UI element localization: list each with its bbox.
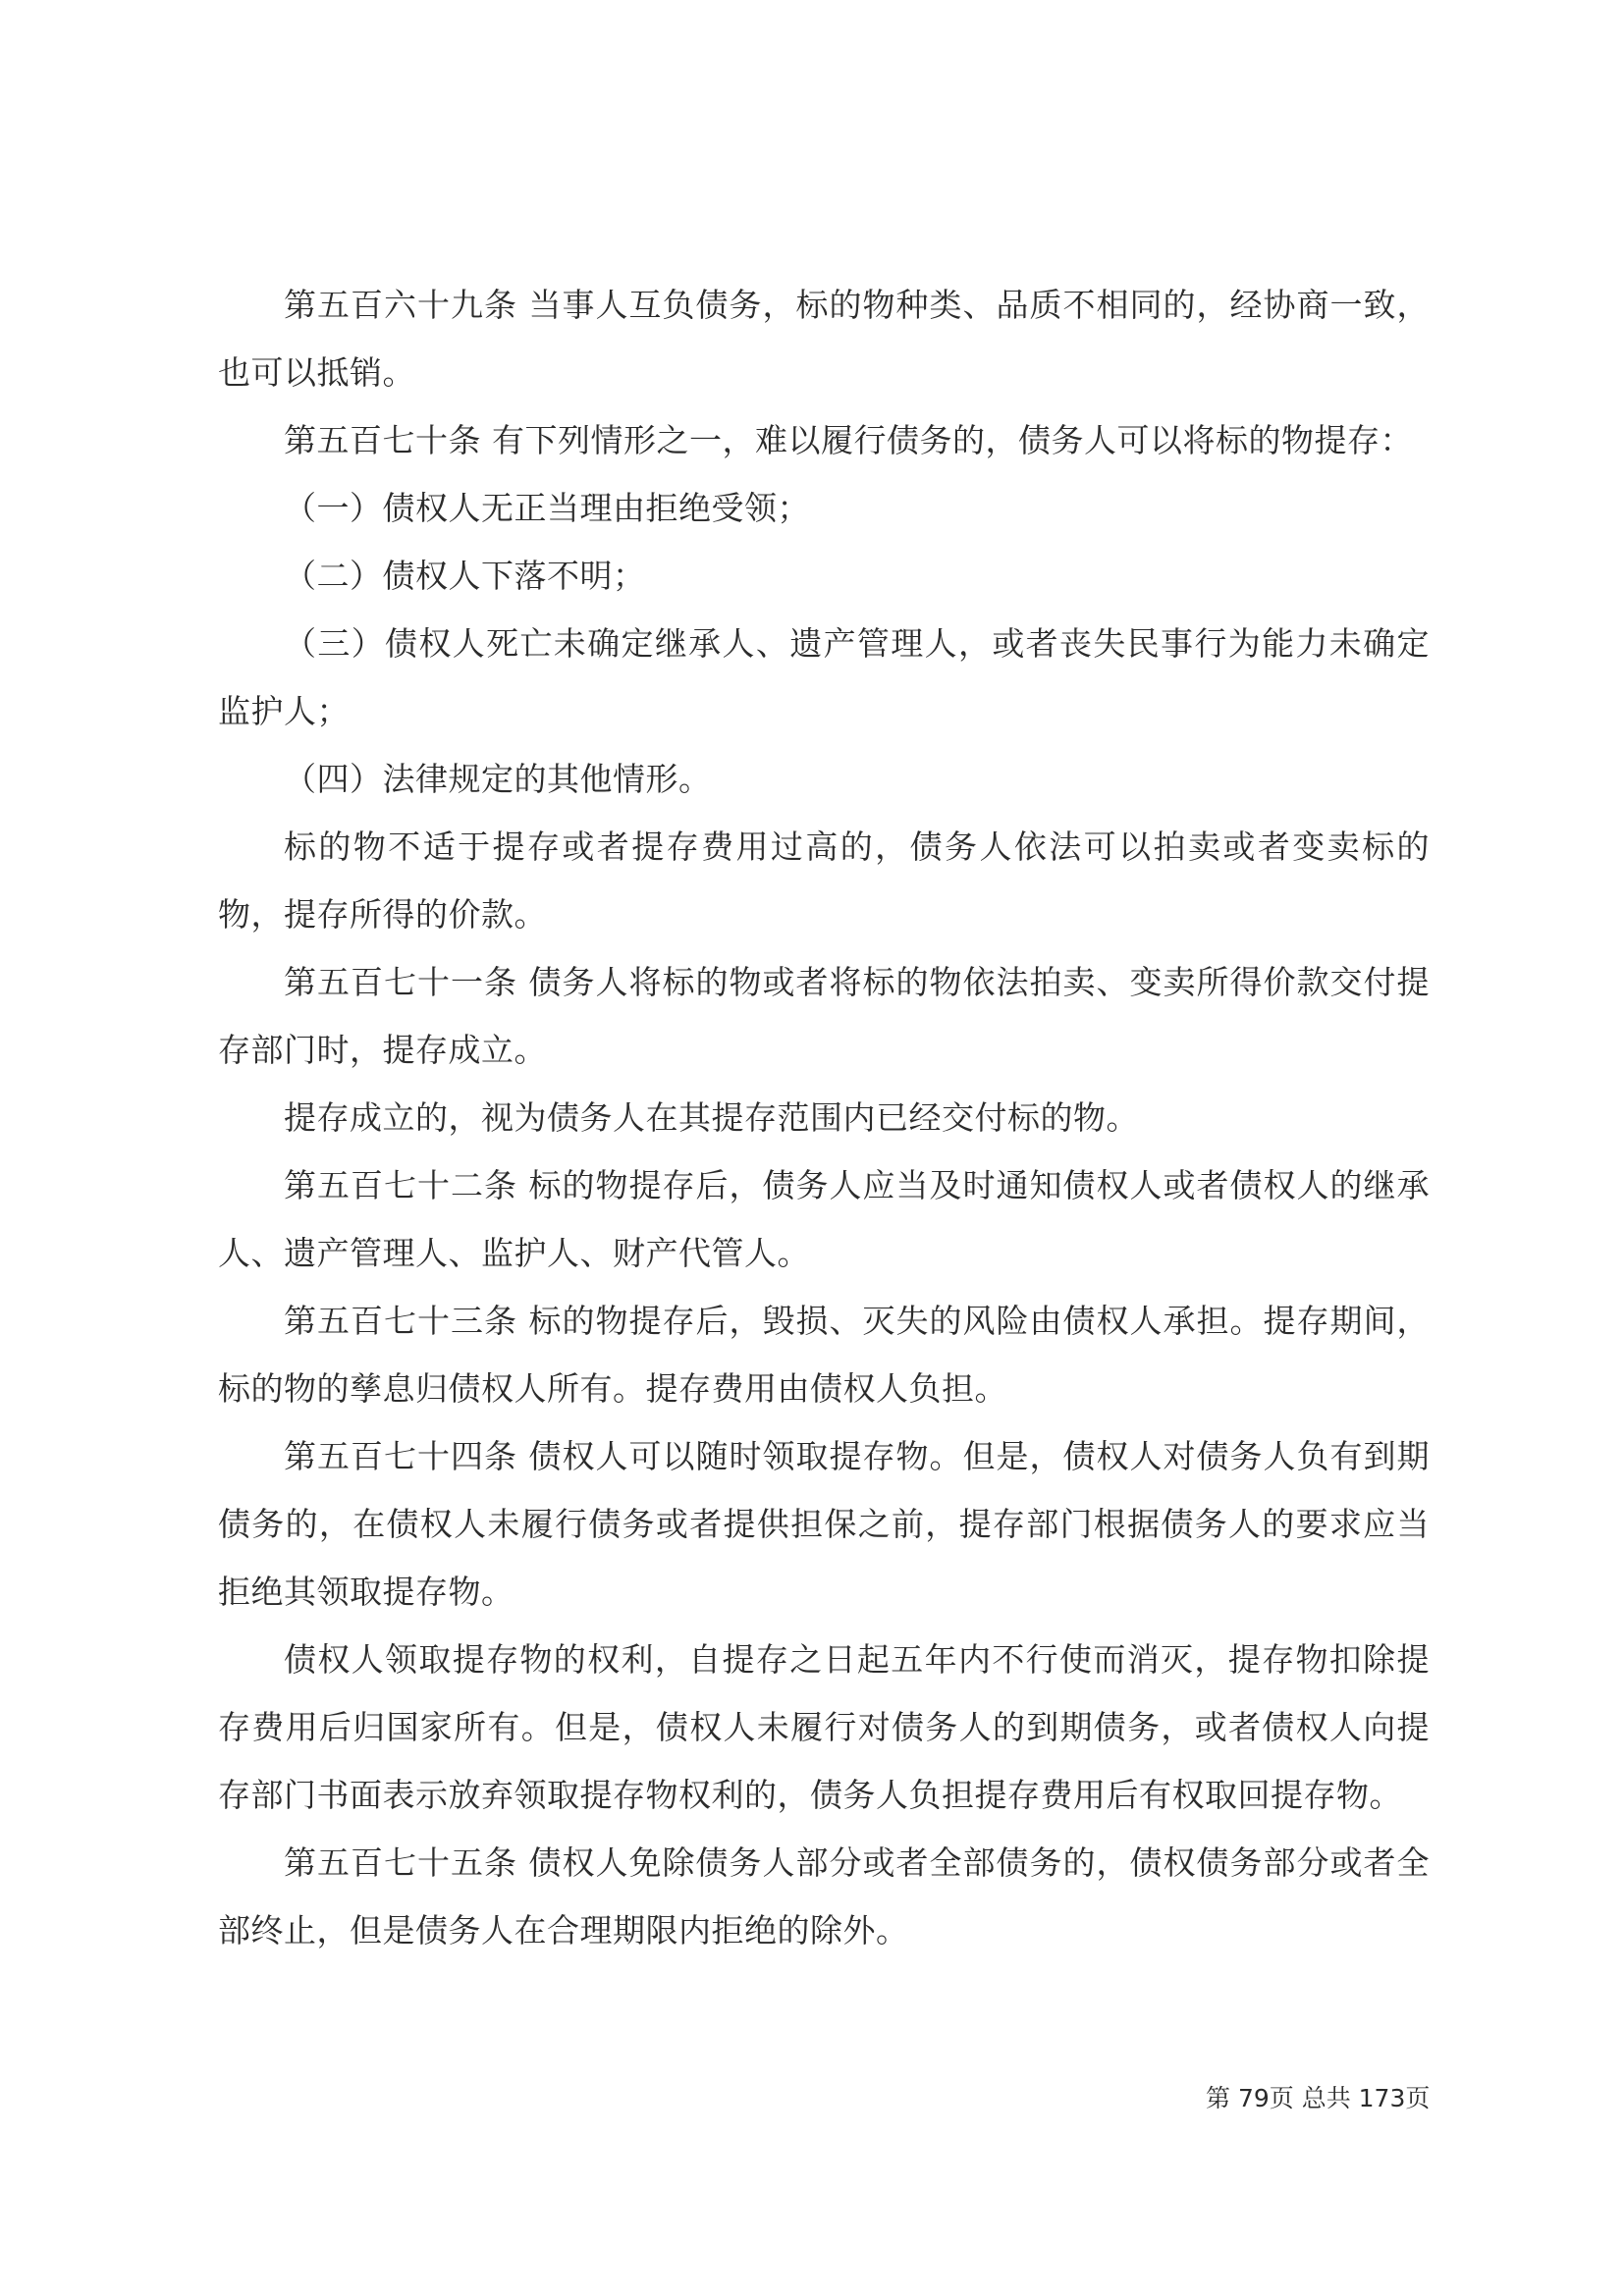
list-item-2: （二）债权人下落不明； bbox=[284, 557, 646, 595]
paragraph-article-572: 第五百七十二条 标的物提存后，债务人应当及时通知债权人或者债权人的继承人、遗产管理人、监护人、财产代管人。 bbox=[218, 1166, 1430, 1272]
paragraph-article-573: 第五百七十三条 标的物提存后，毁损、灭失的风险由债权人承担。提存期间，标的物的孳息归债权人所有。提存费用由债权人负担。 bbox=[218, 1302, 1430, 1408]
paragraph-571-note: 提存成立的，视为债务人在其提存范围内已经交付标的物。 bbox=[284, 1098, 1139, 1137]
paragraph-article-569: 第五百六十九条 当事人互负债务，标的物种类、品质不相同的，经协商一致，也可以抵销。 bbox=[218, 286, 1430, 392]
body-text bbox=[218, 271, 1430, 1964]
paragraph-article-574: 第五百七十四条 债权人可以随时领取提存物。但是，债权人对债务人负有到期债务的，在债权人未履行债务或者提供担保之前，提存部门根据债务人的要求应当拒绝其领取提存物。 bbox=[218, 1437, 1430, 1611]
list-item-3: （三）债权人死亡未确定继承人、遗产管理人，或者丧失民事行为能力未确定监护人； bbox=[218, 624, 1430, 730]
paragraph-574-note: 债权人领取提存物的权利，自提存之日起五年内不行使而消灭，提存物扣除提存费用后归国家所有。但是，债权人未履行对债务人的到期债务，或者债权人向提存部门书面表示放弃领取提存物权利的，债务人负担提存费用后有权取回提存物。 bbox=[218, 1640, 1430, 1814]
list-item-1: （一）债权人无正当理由拒绝受领； bbox=[284, 489, 810, 527]
paragraph-article-570: 第五百七十条 有下列情形之一，难以履行债务的，债务人可以将标的物提存： bbox=[284, 421, 1413, 459]
paragraph-article-571: 第五百七十一条 债务人将标的物或者将标的物依法拍卖、变卖所得价款交付提存部门时，提存成立。 bbox=[218, 963, 1430, 1069]
list-item-4: （四）法律规定的其他情形。 bbox=[284, 760, 712, 798]
page-number: 第 79页 总共 173页 bbox=[1206, 2084, 1431, 2112]
paragraph-570-note: 标的物不适于提存或者提存费用过高的，债务人依法可以拍卖或者变卖标的物，提存所得的价款。 bbox=[218, 828, 1430, 934]
paragraph-article-575: 第五百七十五条 债权人免除债务人部分或者全部债务的，债权债务部分或者全部终止，但是债务人在合理期限内拒绝的除外。 bbox=[218, 1843, 1430, 1949]
